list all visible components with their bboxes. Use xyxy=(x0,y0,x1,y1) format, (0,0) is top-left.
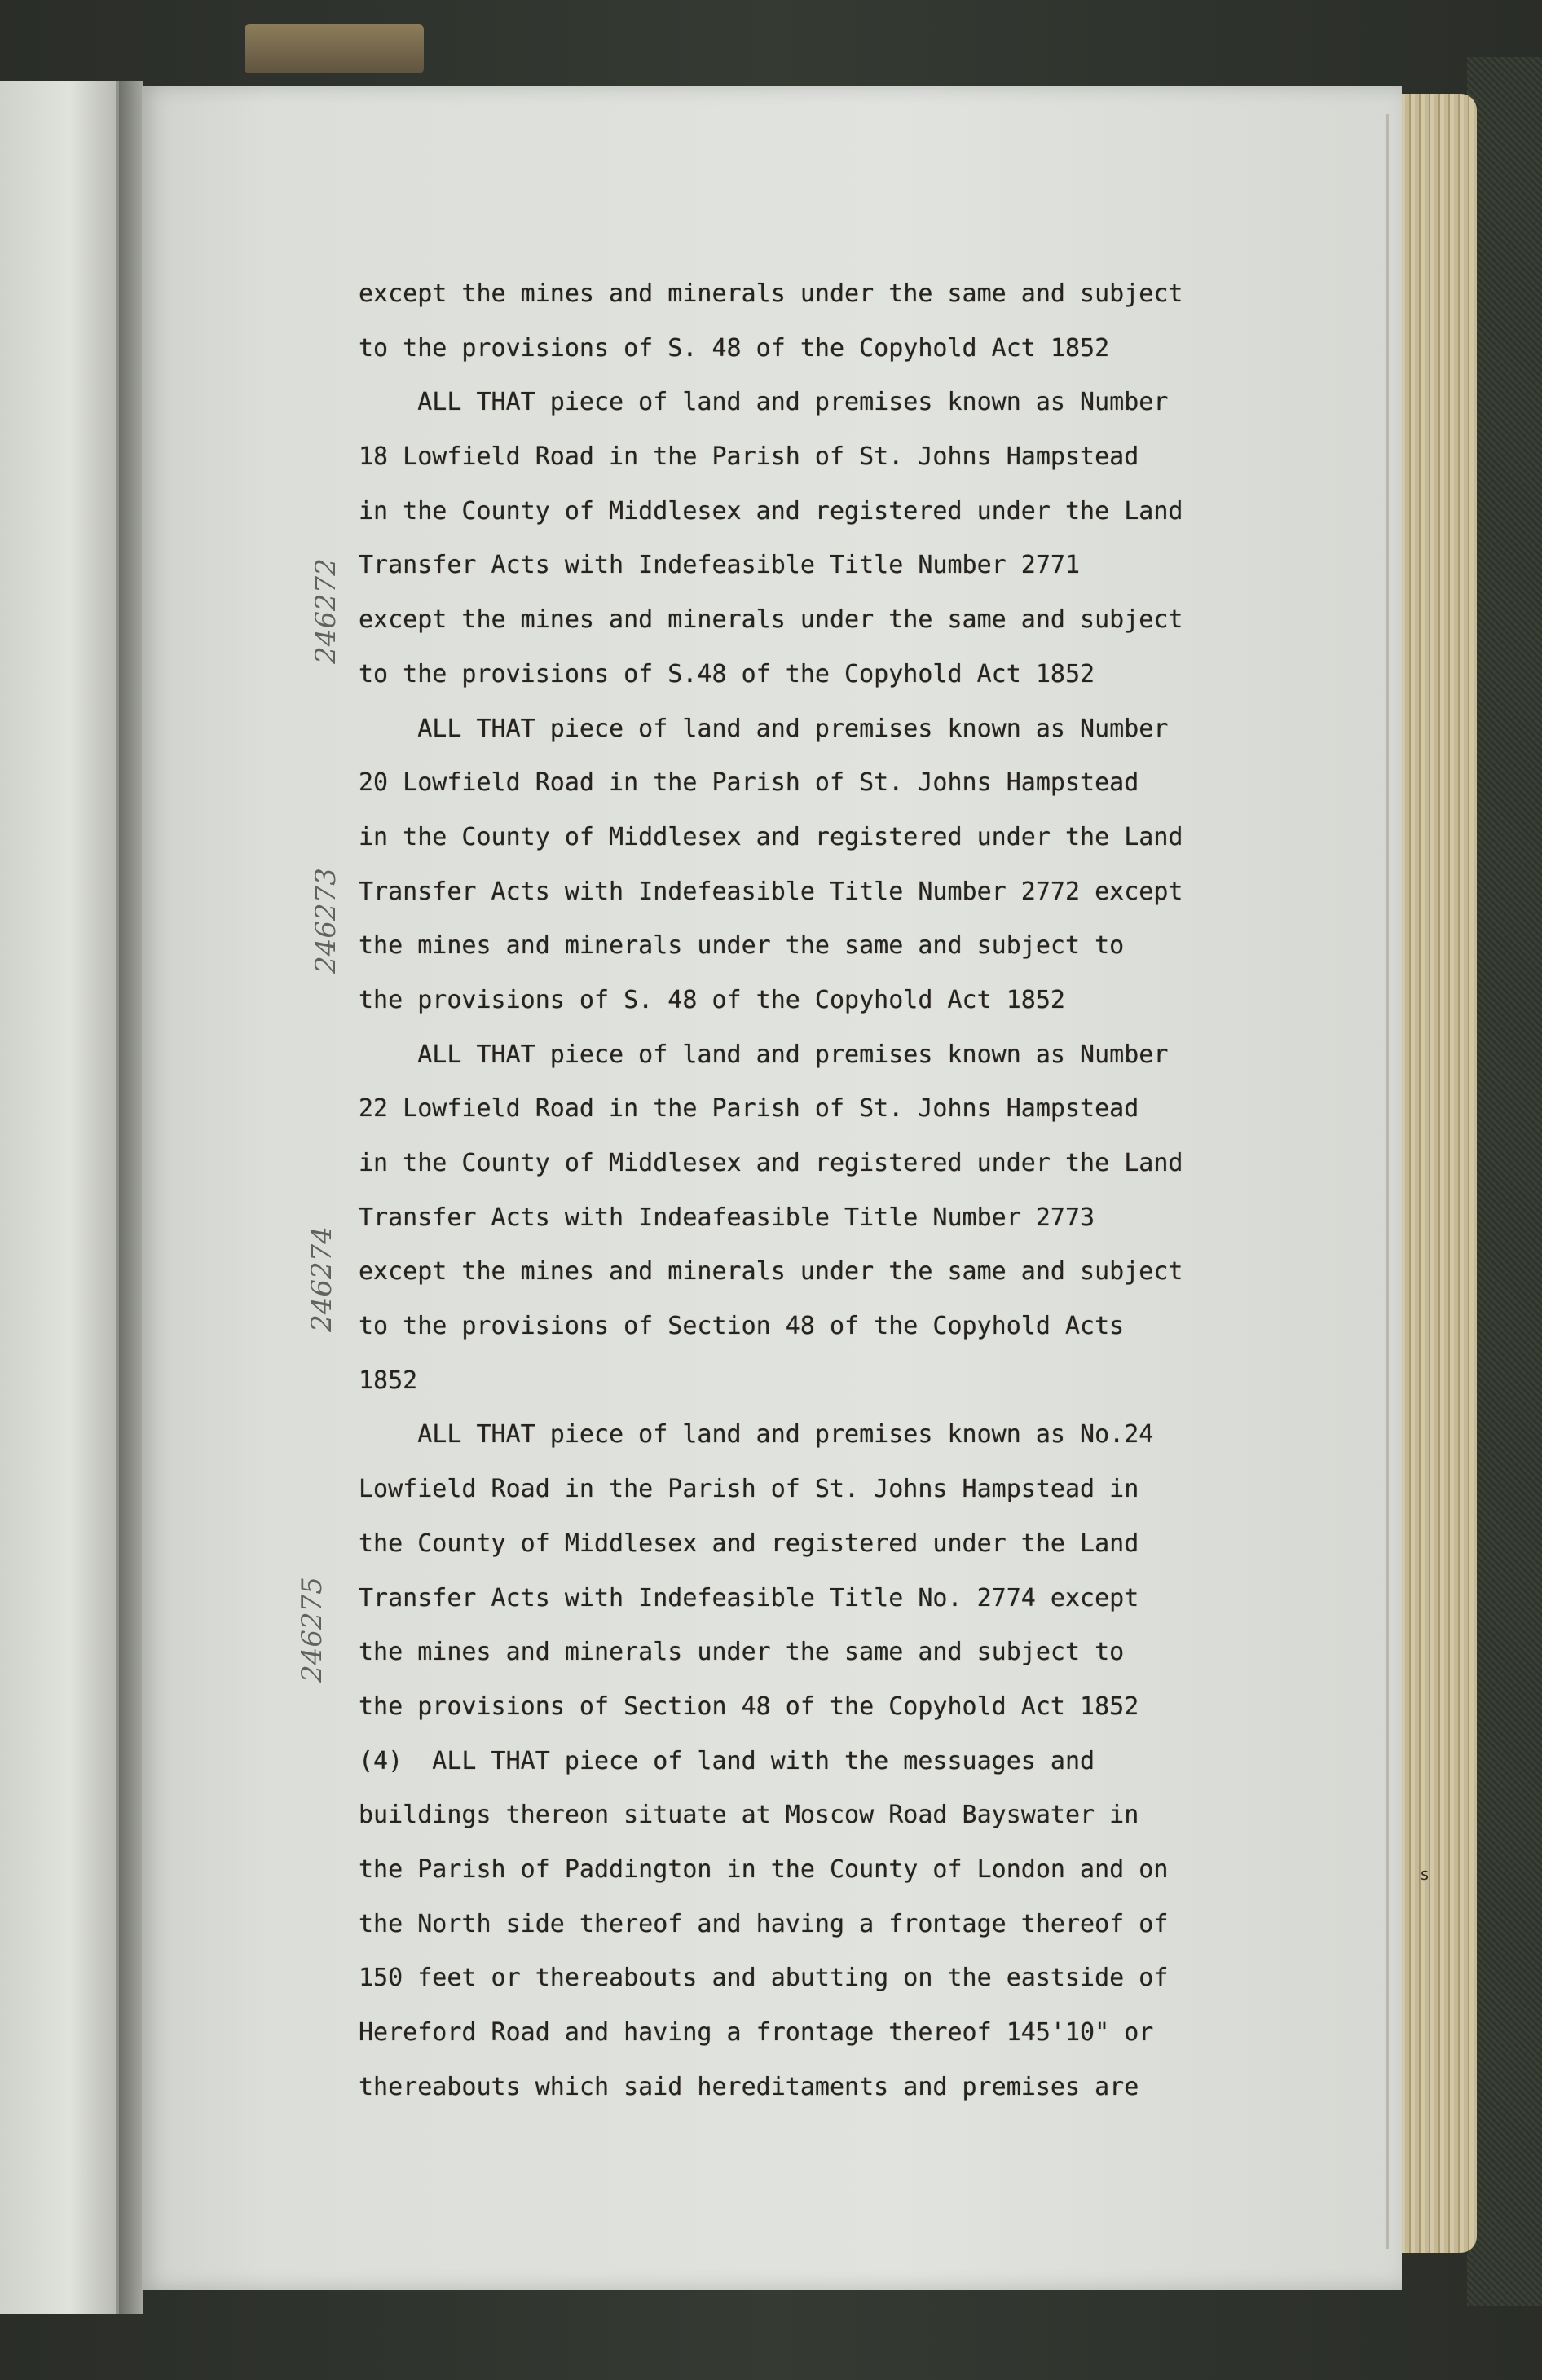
text-line: to the provisions of Section 48 of the Copyhold Acts xyxy=(359,1312,1125,1341)
text-line: 18 Lowfield Road in the Parish of St. Johns Hampstead xyxy=(359,442,1139,472)
page-edges xyxy=(1395,94,1477,2253)
text-line: the provisions of Section 48 of the Copyhold Act 1852 xyxy=(359,1692,1139,1721)
text-line: Transfer Acts with Indefeasible Title No. 2774 except xyxy=(359,1583,1139,1612)
text-line: thereabouts which said hereditaments and premises are xyxy=(359,2072,1139,2101)
margin-note: 246275 xyxy=(295,1577,328,1683)
text-line: ALL THAT piece of land and premises known as Number xyxy=(359,388,1169,417)
text-line: except the mines and minerals under the same and subject xyxy=(359,605,1183,635)
text-line: the mines and minerals under the same and subject to xyxy=(359,931,1125,961)
text-line: the County of Middlesex and registered under the Land xyxy=(359,1529,1139,1558)
text-line: except the mines and minerals under the same and subject xyxy=(359,1257,1183,1287)
text-line: the North side thereof and having a frontage thereof of xyxy=(359,1909,1169,1938)
page-edge-line xyxy=(1386,114,1389,2249)
edge-mark: s xyxy=(1420,1864,1430,1884)
text-line: (4) ALL THAT piece of land with the messuages and xyxy=(359,1746,1095,1775)
text-line: 1852 xyxy=(359,1366,418,1395)
text-line: the provisions of S. 48 of the Copyhold Act 1852 xyxy=(359,985,1065,1014)
margin-note: 246273 xyxy=(309,868,342,974)
text-line: in the County of Middlesex and registered under the Land xyxy=(359,822,1183,851)
text-line: 22 Lowfield Road in the Parish of St. Johns Hampstead xyxy=(359,1094,1139,1124)
margin-note: 246272 xyxy=(309,558,342,664)
typed-text-body xyxy=(359,267,1361,2114)
text-line: to the provisions of S.48 of the Copyhold Act 1852 xyxy=(359,659,1095,688)
page-gutter xyxy=(119,81,143,2314)
text-line: ALL THAT piece of land and premises known as Number xyxy=(359,1040,1169,1069)
text-line: except the mines and minerals under the same and subject xyxy=(359,279,1183,308)
text-line: in the County of Middlesex and registered under the Land xyxy=(359,496,1183,526)
text-line: Transfer Acts with Indefeasible Title Number 2772 except xyxy=(359,877,1183,906)
text-line: ALL THAT piece of land and premises known as No.24 xyxy=(359,1420,1154,1450)
text-line: 150 feet or thereabouts and abutting on the eastside of xyxy=(359,1964,1169,1993)
text-line: ALL THAT piece of land and premises known as Number xyxy=(359,714,1169,743)
left-page xyxy=(0,81,119,2314)
text-line: the Parish of Paddington in the County of London and on xyxy=(359,1854,1169,1884)
text-line: in the County of Middlesex and registered under the Land xyxy=(359,1149,1183,1177)
margin-note: 246274 xyxy=(305,1226,338,1332)
text-line: Hereford Road and having a frontage thereof 145'10" or xyxy=(359,2018,1154,2047)
binding-clip xyxy=(245,24,424,73)
text-line: Transfer Acts with Indeafeasible Title Number 2773 xyxy=(359,1203,1095,1232)
text-line: Lowfield Road in the Parish of St. Johns Hampstead in xyxy=(359,1475,1139,1504)
text-line: the mines and minerals under the same and subject to xyxy=(359,1638,1125,1667)
text-line: Transfer Acts with Indefeasible Title Number 2771 xyxy=(359,551,1081,580)
text-line: buildings thereon situate at Moscow Road Bayswater in xyxy=(359,1801,1139,1830)
text-line: to the provisions of S. 48 of the Copyhold Act 1852 xyxy=(359,333,1110,363)
text-line: 20 Lowfield Road in the Parish of St. Johns Hampstead xyxy=(359,768,1139,798)
